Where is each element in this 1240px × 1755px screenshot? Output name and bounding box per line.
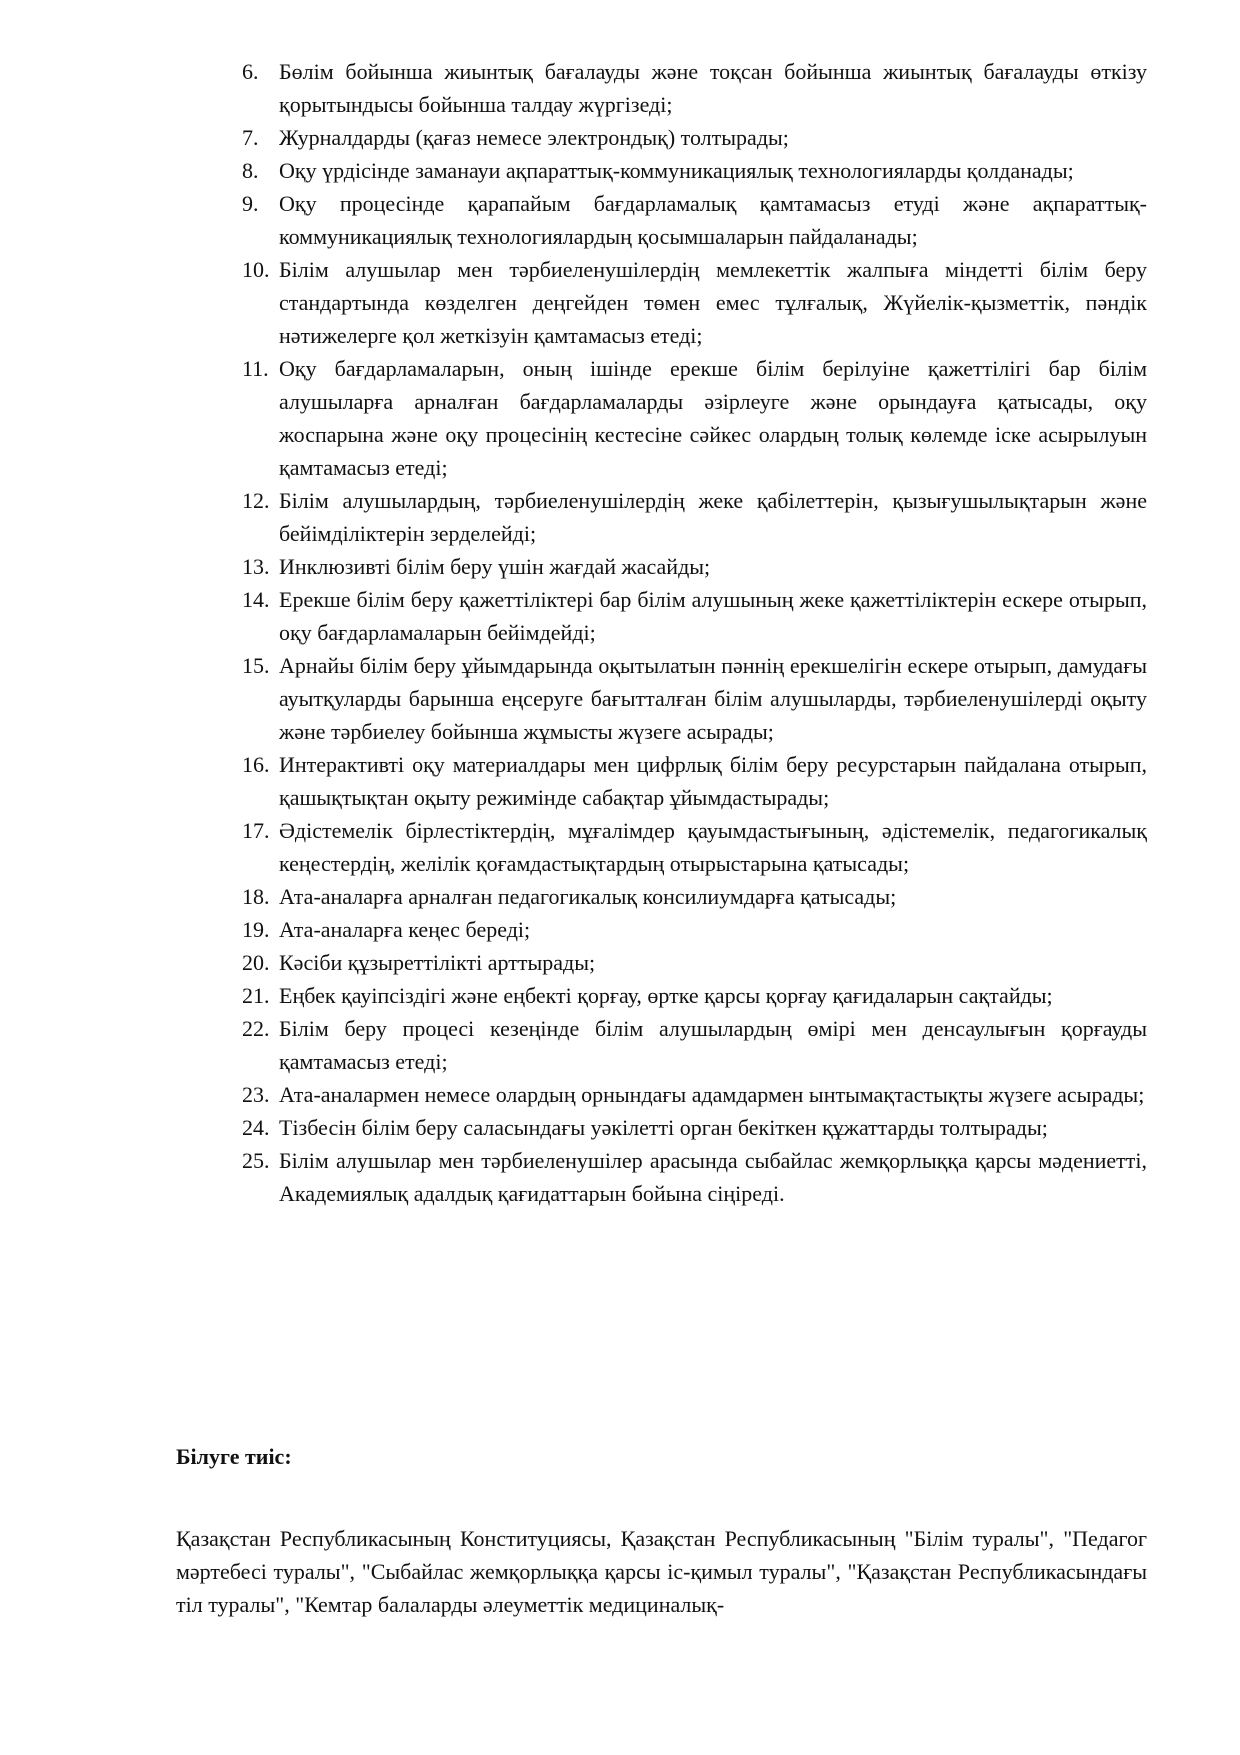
list-item [242, 352, 1147, 484]
item-text: Оқу бағдарламаларын, оның ішінде ерекше білім берілуіне қажеттілігі бар білім алушыларға арналған бағдарламаларды әзірлеуге және орындауға қатысады, оқу жоспарына және оқу процесінің кестесіне сәйкес олардың толық көлемде іске асырылуын қамтамасыз етеді; [279, 356, 1147, 480]
duties-list [242, 55, 1147, 1210]
list-item [242, 55, 1147, 121]
list-item [242, 913, 1147, 946]
item-number: 19. [242, 917, 270, 942]
item-text: Білім алушылар мен тәрбиеленушілердің мемлекеттік жалпыға міндетті білім беру стандартында көзделген деңгейден төмен емес тұлғалық, Жүйелік-қызметтік, пәндік нәтижелерге қол жеткізуін қамтамасыз етеді; [279, 257, 1147, 348]
item-number: 7. [242, 125, 259, 150]
item-number: 25. [242, 1148, 270, 1173]
list-item [242, 121, 1147, 154]
item-number: 17. [242, 818, 270, 843]
list-item [242, 1144, 1147, 1210]
section-paragraph: Қазақстан Республикасының Конституциясы, Қазақстан Республикасының "Білім туралы", "Педагог мәртебесі туралы", "Сыбайлас жемқорлыққа қарсы іс-қимыл туралы", "Қазақстан Республикасындағы тіл туралы", "Кемтар балаларды әлеуметтік медициналық- [176, 1526, 1147, 1617]
item-number: 10. [242, 257, 270, 282]
item-text: Арнайы білім беру ұйымдарында оқытылатын пәннің ерекшелігін ескере отырып, дамудағы ауытқуларды барынша еңсеруге бағытталған білім алушыларды, тәрбиеленушілерді оқыту және тәрбиелеу бойынша жұмысты жүзеге асырады; [279, 653, 1147, 744]
item-number: 23. [242, 1082, 270, 1107]
item-text: Ата-аналарға кеңес береді; [279, 917, 531, 942]
item-number: 6. [242, 59, 259, 84]
list-item [242, 880, 1147, 913]
item-text: Интерактивті оқу материалдары мен цифрлық білім беру ресурстарын пайдалана отырып, қашықтықтан оқыту режимінде сабақтар ұйымдастырады; [279, 752, 1147, 810]
list-item [242, 187, 1147, 253]
item-number: 8. [242, 158, 259, 183]
item-number: 15. [242, 653, 270, 678]
list-item [242, 649, 1147, 748]
item-number: 22. [242, 1016, 270, 1041]
list-item [242, 946, 1147, 979]
item-text: Оқу процесінде қарапайым бағдарламалық қамтамасыз етуді және ақпараттық-коммуникациялық технологиялардың қосымшаларын пайдаланады; [279, 191, 1147, 249]
item-number: 16. [242, 752, 270, 777]
list-item [242, 748, 1147, 814]
item-text: Білім беру процесі кезеңінде білім алушылардың өмірі мен денсаулығын қорғауды қамтамасыз етеді; [279, 1016, 1147, 1074]
item-text: Инклюзивті білім беру үшін жағдай жасайды; [279, 554, 711, 579]
list-item [242, 583, 1147, 649]
list-item [242, 814, 1147, 880]
item-text: Ата-аналармен немесе олардың орнындағы адамдармен ынтымақтастықты жүзеге асырады; [279, 1082, 1145, 1107]
list-item [242, 1012, 1147, 1078]
item-text: Еңбек қауіпсіздігі және еңбекті қорғау, өртке қарсы қорғау қағидаларын сақтайды; [279, 983, 1053, 1008]
item-text: Әдістемелік бірлестіктердің, мұғалімдер қауымдастығының, әдістемелік, педагогикалық кеңестердің, желілік қоғамдастықтардың отырыстарына қатысады; [279, 818, 1147, 876]
item-text: Бөлім бойынша жиынтық бағалауды және тоқсан бойынша жиынтық бағалауды өткізу қорытындысы бойынша талдау жүргізеді; [279, 59, 1147, 117]
item-text: Журналдарды (қағаз немесе электрондық) толтырады; [279, 125, 789, 150]
list-item [242, 979, 1147, 1012]
item-number: 18. [242, 884, 270, 909]
list-item [242, 1111, 1147, 1144]
item-number: 12. [242, 488, 270, 513]
item-text: Оқу үрдісінде заманауи ақпараттық-коммуникациялық технологияларды қолданады; [279, 158, 1074, 183]
list-item [242, 154, 1147, 187]
item-number: 24. [242, 1115, 270, 1140]
list-item [242, 253, 1147, 352]
item-number: 11. [242, 356, 269, 381]
item-number: 13. [242, 554, 270, 579]
item-text: Білім алушылардың, тәрбиеленушілердің жеке қабілеттерін, қызығушылықтарын және бейімділіктерін зерделейді; [279, 488, 1147, 546]
list-item [242, 550, 1147, 583]
item-number: 21. [242, 983, 270, 1008]
item-text: Кәсіби құзыреттілікті арттырады; [279, 950, 596, 975]
item-number: 9. [242, 191, 259, 216]
list-item [242, 1078, 1147, 1111]
item-number: 20. [242, 950, 270, 975]
item-number: 14. [242, 587, 270, 612]
item-text: Білім алушылар мен тәрбиеленушілер арасында сыбайлас жемқорлыққа қарсы мәдениетті, Академиялық адалдық қағидаттарын бойына сіңіреді. [279, 1148, 1147, 1206]
section-heading: Білуге тиіс: [176, 1444, 292, 1469]
list-item [242, 484, 1147, 550]
item-text: Ерекше білім беру қажеттіліктері бар білім алушының жеке қажеттіліктерін ескере отырып, оқу бағдарламаларын бейімдейді; [279, 587, 1147, 645]
item-text: Ата-аналарға арналған педагогикалық консилиумдарға қатысады; [279, 884, 897, 909]
item-text: Тізбесін білім беру саласындағы уәкілетті орган бекіткен құжаттарды толтырады; [279, 1115, 1048, 1140]
